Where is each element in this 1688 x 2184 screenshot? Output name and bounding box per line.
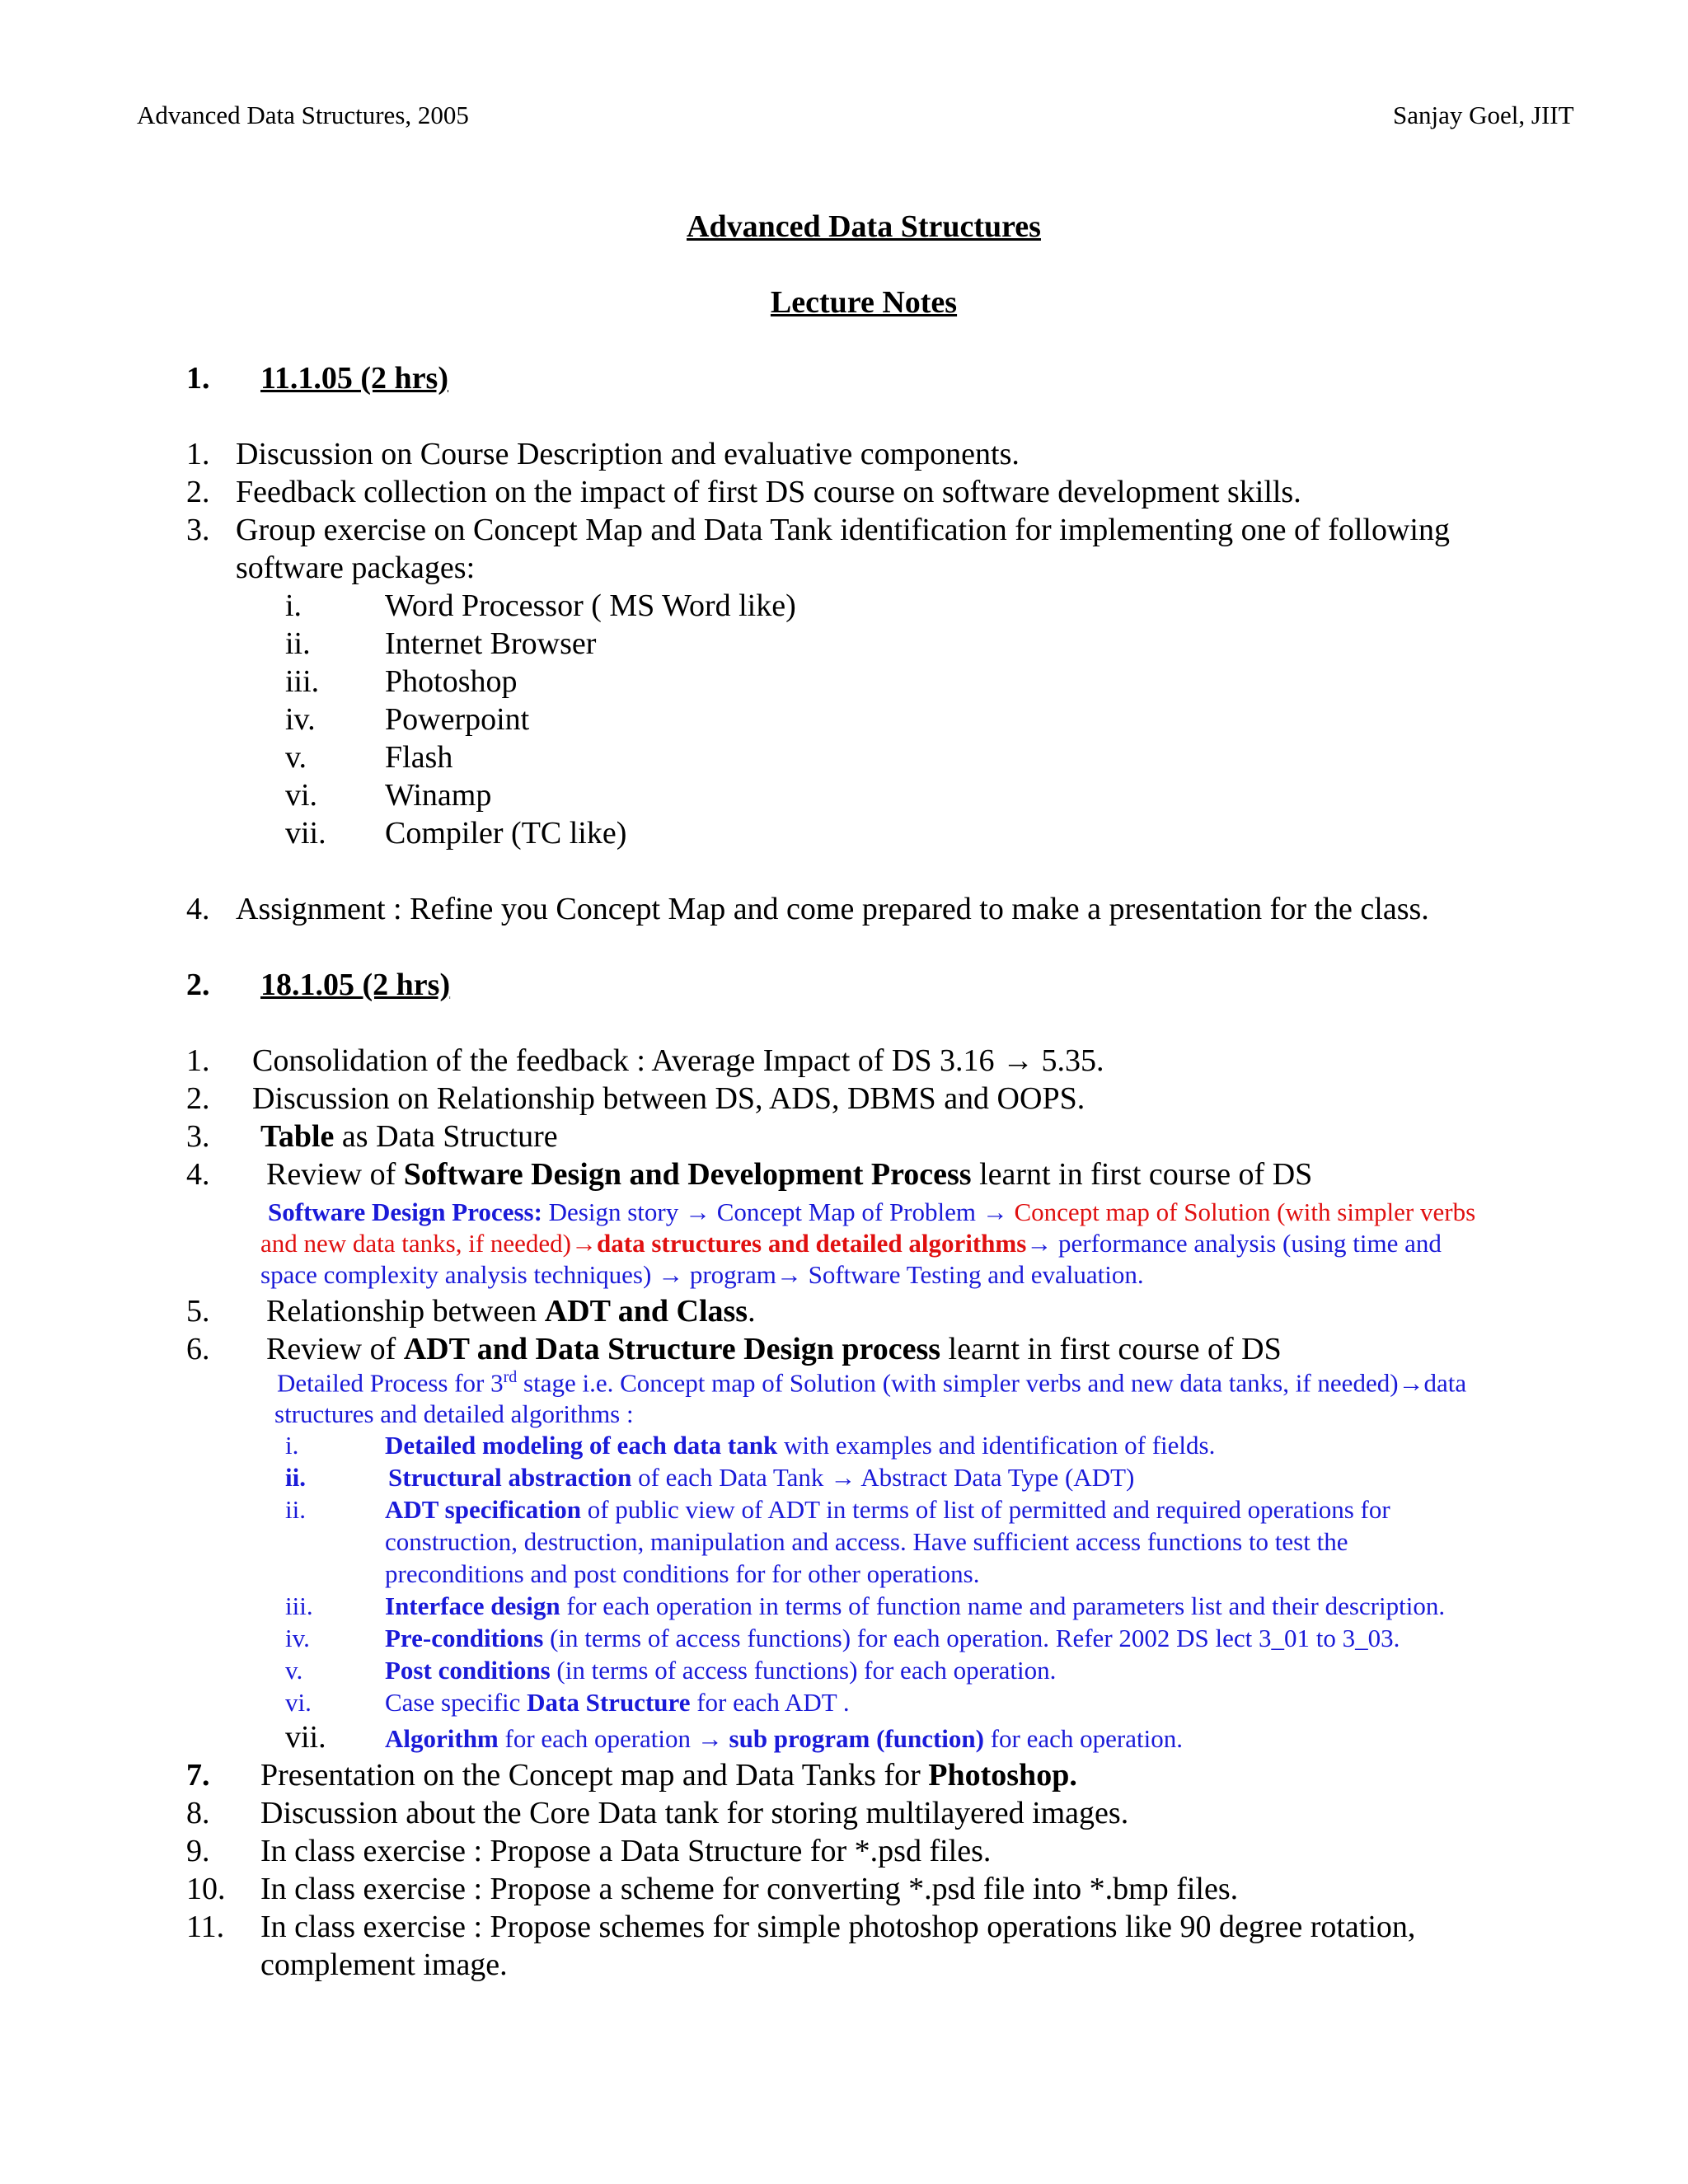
list-item-text: In class exercise : Propose a scheme for converting *.psd file into *.bmp files. bbox=[260, 1872, 1239, 1906]
step-number: iv. bbox=[285, 1624, 310, 1652]
sub-item-number: vi. bbox=[285, 778, 318, 813]
list-item-continuation: software packages: bbox=[236, 551, 476, 585]
arrow-icon: → bbox=[696, 1724, 723, 1753]
running-header-left: Advanced Data Structures, 2005 bbox=[137, 101, 469, 129]
list-item-text: Feedback collection on the impact of first DS course on software development skills. bbox=[236, 475, 1301, 509]
list-item-text: Relationship between ADT and Class. bbox=[266, 1294, 756, 1329]
list-item-number: 7. bbox=[186, 1758, 210, 1793]
arrow-icon: → bbox=[1002, 1043, 1034, 1078]
list-item-number: 6. bbox=[186, 1332, 210, 1366]
step-continuation: construction, destruction, manipulation and access. Have sufficient access functions to test the bbox=[385, 1527, 1348, 1556]
list-item-number: 4. bbox=[186, 1157, 210, 1192]
section-1-number: 1. bbox=[186, 361, 210, 396]
list-item-text: Discussion on Course Description and evaluative components. bbox=[236, 437, 1020, 471]
list-item-continuation: complement image. bbox=[260, 1947, 508, 1982]
step-text: Structural abstraction of each Data Tank → Abstract Data Type (ADT) bbox=[388, 1463, 1135, 1492]
step-number: ii. bbox=[285, 1463, 306, 1492]
design-process-line-2: and new data tanks, if needed)→data structures and detailed algorithms→ performance analysis (using time and bbox=[260, 1229, 1442, 1258]
sub-item-number: iii. bbox=[285, 664, 320, 699]
arrow-icon: → bbox=[982, 1197, 1008, 1226]
step-continuation: preconditions and post conditions for for other operations. bbox=[385, 1559, 980, 1588]
arrow-icon: → bbox=[1398, 1368, 1424, 1398]
step-number: vi. bbox=[285, 1688, 312, 1717]
arrow-icon: → bbox=[1026, 1229, 1053, 1258]
sub-item-text: Internet Browser bbox=[385, 626, 597, 661]
sub-item-text: Flash bbox=[385, 740, 453, 775]
design-process-line-1: Software Design Process: Design story → Concept Map of Problem → Concept map of Solution (with simpler verbs bbox=[268, 1197, 1476, 1226]
step-text: ADT specification of public view of ADT in terms of list of permitted and required operations for bbox=[385, 1495, 1390, 1524]
list-item-number: 3. bbox=[186, 1119, 210, 1154]
list-item: 2. bbox=[186, 475, 210, 509]
detailed-process-line-1: Detailed Process for 3rd stage i.e. Concept map of Solution (with simpler verbs and new data tanks, if needed)→data bbox=[277, 1368, 1467, 1398]
sub-item-text: Compiler (TC like) bbox=[385, 816, 627, 851]
sub-item-number: v. bbox=[285, 740, 307, 775]
sub-item-number: i. bbox=[285, 588, 302, 623]
list-item-number: 9. bbox=[186, 1834, 210, 1868]
list-item-text: Consolidation of the feedback : Average Impact of DS 3.16 → 5.35. bbox=[252, 1043, 1104, 1078]
design-process-line-3: space complexity analysis techniques) → program→ Software Testing and evaluation. bbox=[260, 1260, 1144, 1289]
sub-item-number: ii. bbox=[285, 626, 311, 661]
list-item: 3. bbox=[186, 513, 210, 547]
list-item-number: 5. bbox=[186, 1294, 210, 1329]
arrow-icon: → bbox=[571, 1229, 598, 1258]
list-item-text: Group exercise on Concept Map and Data Tank identification for implementing one of following bbox=[236, 513, 1450, 547]
section-2-heading: 18.1.05 (2 hrs) bbox=[260, 968, 451, 1002]
sub-item-text: Photoshop bbox=[385, 664, 518, 699]
sub-item-text: Word Processor ( MS Word like) bbox=[385, 588, 796, 623]
step-number: v. bbox=[285, 1656, 303, 1685]
list-item-number: 4. bbox=[186, 892, 210, 926]
sub-item-text: Winamp bbox=[385, 778, 492, 813]
list-item-text: Assignment : Refine you Concept Map and come prepared to make a presentation for the class. bbox=[236, 892, 1429, 926]
step-text: Detailed modeling of each data tank with examples and identification of fields. bbox=[385, 1431, 1216, 1460]
sub-item-number: iv. bbox=[285, 702, 316, 737]
step-text: Pre-conditions (in terms of access functions) for each operation. Refer 2002 DS lect 3_01 to 3_03. bbox=[385, 1624, 1400, 1652]
step-text: Post conditions (in terms of access functions) for each operation. bbox=[385, 1656, 1057, 1685]
arrow-icon: → bbox=[658, 1260, 684, 1289]
step-text: Algorithm for each operation → sub program (function) for each operation. bbox=[385, 1724, 1183, 1753]
list-item-text: Discussion about the Core Data tank for storing multilayered images. bbox=[260, 1796, 1129, 1830]
section-1-heading: 11.1.05 (2 hrs) bbox=[260, 361, 448, 396]
step-text: Case specific Data Structure for each ADT . bbox=[385, 1688, 850, 1717]
document-subtitle: Lecture Notes bbox=[770, 285, 958, 320]
sub-item-text: Powerpoint bbox=[385, 702, 530, 737]
list-item-number: 2. bbox=[186, 1081, 210, 1116]
step-number: ii. bbox=[285, 1495, 306, 1524]
document-title: Advanced Data Structures bbox=[687, 209, 1041, 244]
list-item: 1. bbox=[186, 437, 210, 471]
section-2-number: 2. bbox=[186, 968, 210, 1002]
list-item-text: Table as Data Structure bbox=[260, 1119, 558, 1154]
list-item-text: Presentation on the Concept map and Data Tanks for Photoshop. bbox=[260, 1758, 1077, 1793]
step-number: vii. bbox=[285, 1720, 326, 1755]
list-item-text: Review of Software Design and Development Process learnt in first course of DS bbox=[266, 1157, 1313, 1192]
step-text: Interface design for each operation in terms of function name and parameters list and their description. bbox=[385, 1591, 1446, 1620]
list-item-number: 1. bbox=[186, 1043, 210, 1078]
arrow-icon: → bbox=[830, 1463, 856, 1492]
running-header-right: Sanjay Goel, JIIT bbox=[1393, 101, 1574, 129]
arrow-icon: → bbox=[684, 1197, 710, 1226]
step-number: iii. bbox=[285, 1591, 313, 1620]
step-number: i. bbox=[285, 1431, 299, 1460]
list-item-number: 10. bbox=[186, 1872, 226, 1906]
list-item-number: 11. bbox=[186, 1910, 225, 1944]
detailed-process-line-2: structures and detailed algorithms : bbox=[274, 1399, 634, 1428]
list-item-text: In class exercise : Propose schemes for simple photoshop operations like 90 degree rotation, bbox=[260, 1910, 1416, 1944]
list-item-text: In class exercise : Propose a Data Structure for *.psd files. bbox=[260, 1834, 992, 1868]
arrow-icon: → bbox=[776, 1260, 802, 1289]
list-item-text: Review of ADT and Data Structure Design process learnt in first course of DS bbox=[266, 1332, 1282, 1366]
sub-item-number: vii. bbox=[285, 816, 326, 851]
list-item-number: 8. bbox=[186, 1796, 210, 1830]
list-item-text: Discussion on Relationship between DS, ADS, DBMS and OOPS. bbox=[252, 1081, 1085, 1116]
